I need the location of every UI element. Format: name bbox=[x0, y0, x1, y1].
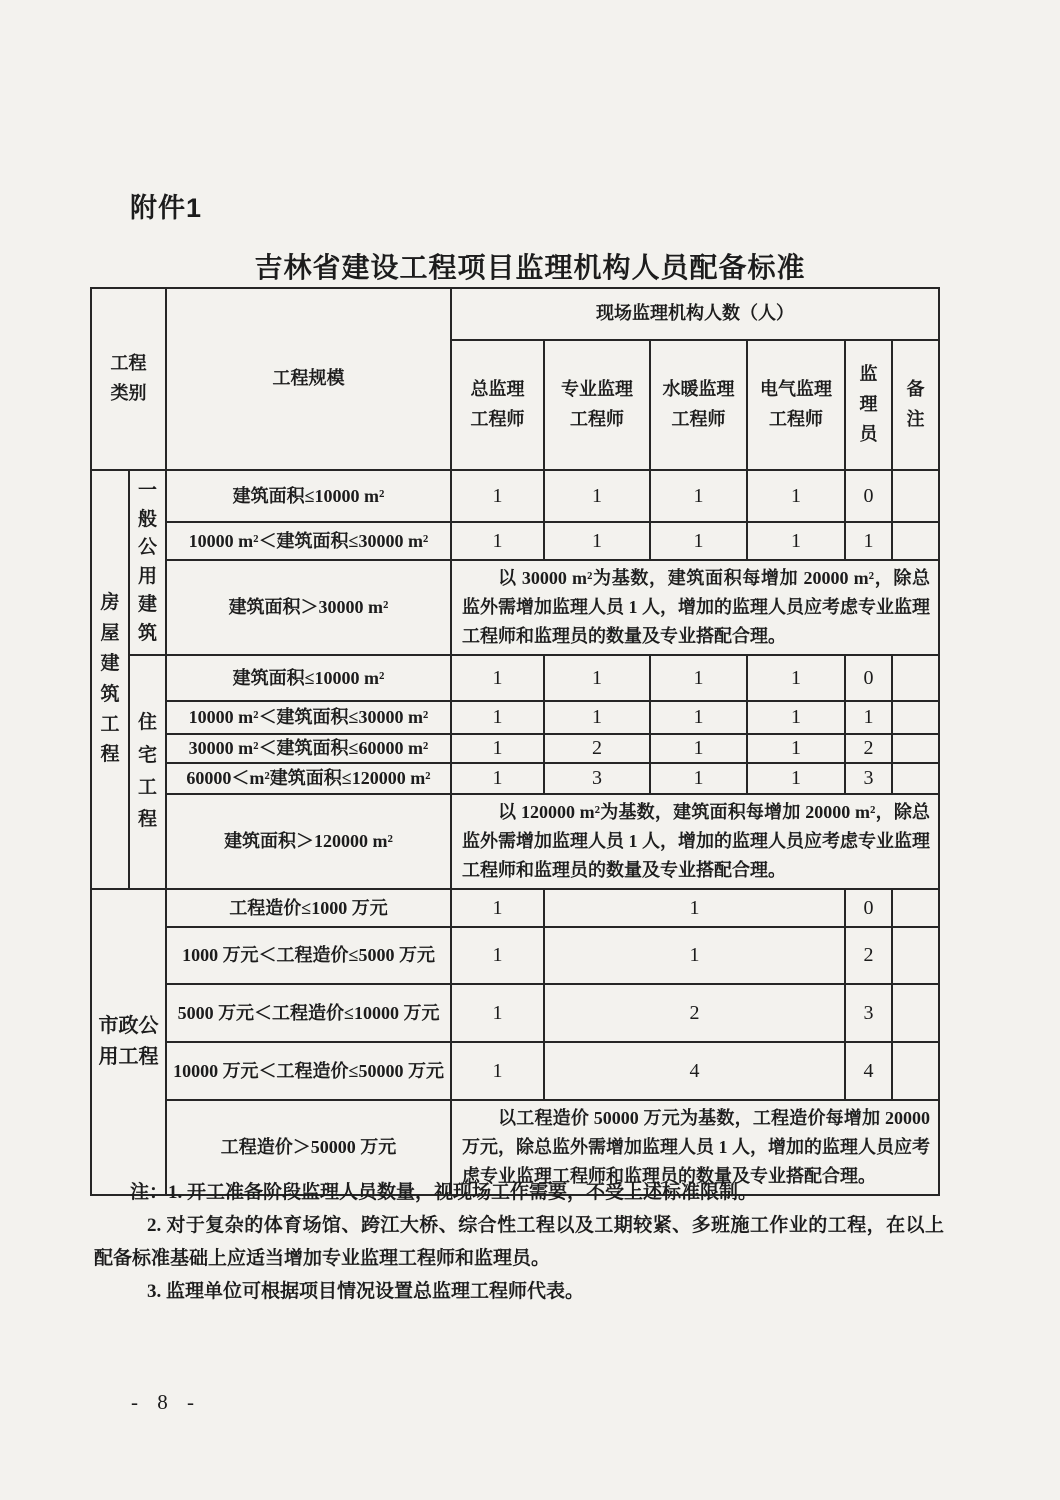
category-residential-label: 住宅工程 bbox=[137, 712, 157, 831]
remark-cell bbox=[892, 927, 939, 984]
header-category-label: 工程类别 bbox=[110, 353, 147, 403]
scale-cell: 30000 m²＜建筑面积≤60000 m² bbox=[166, 734, 451, 763]
value-cell: 1 bbox=[544, 701, 650, 734]
remark-cell bbox=[892, 984, 939, 1042]
scale-cell: 10000 m²＜建筑面积≤30000 m² bbox=[166, 701, 451, 734]
page-number: - 8 - bbox=[131, 1390, 201, 1414]
value-cell: 1 bbox=[747, 522, 845, 560]
value-cell: 1 bbox=[845, 522, 892, 560]
value-cell: 1 bbox=[650, 734, 747, 763]
header-supervisor-label: 监理员 bbox=[859, 364, 878, 444]
note-line-1: 注：1. 开工准备阶段监理人员数量，视现场工作需要，不受上述标准限制。 bbox=[130, 1182, 758, 1203]
value-cell-merged: 4 bbox=[544, 1042, 845, 1100]
value-cell-merged: 1 bbox=[544, 889, 845, 927]
scale-cell: 工程造价＞50000 万元 bbox=[166, 1100, 451, 1195]
value-cell: 3 bbox=[544, 763, 650, 794]
remark-cell bbox=[892, 763, 939, 794]
value-cell: 0 bbox=[845, 889, 892, 927]
value-cell: 2 bbox=[845, 927, 892, 984]
scale-cell: 60000＜m²建筑面积≤120000 m² bbox=[166, 763, 451, 794]
value-cell: 1 bbox=[451, 927, 544, 984]
header-remarks-label: 备注 bbox=[906, 379, 925, 429]
remark-cell bbox=[892, 1042, 939, 1100]
value-cell: 1 bbox=[451, 984, 544, 1042]
value-cell: 1 bbox=[451, 734, 544, 763]
header-professional-engineer-cell bbox=[544, 340, 650, 470]
scale-cell: 建筑面积≤10000 m² bbox=[166, 470, 451, 522]
value-cell: 2 bbox=[845, 734, 892, 763]
scale-cell: 建筑面积≤10000 m² bbox=[166, 655, 451, 701]
value-cell: 1 bbox=[451, 889, 544, 927]
header-personnel-group-cell: 现场监理机构人数（人） bbox=[451, 288, 939, 340]
value-cell: 0 bbox=[845, 655, 892, 701]
remark-cell bbox=[892, 734, 939, 763]
header-chief-engineer-cell bbox=[451, 340, 544, 470]
header-electrical-engineer-cell bbox=[747, 340, 845, 470]
scale-cell: 工程造价≤1000 万元 bbox=[166, 889, 451, 927]
value-cell: 1 bbox=[650, 655, 747, 701]
value-cell: 1 bbox=[747, 734, 845, 763]
header-category-cell bbox=[91, 288, 166, 470]
category-general-public-cell bbox=[129, 470, 166, 655]
note-line-2: 2. 对于复杂的体育场馆、跨江大桥、综合性工程以及工期较紧、多班施工作业的工程，在以上配备标准基础上应适当增加专业监理工程师和监理员。 bbox=[94, 1215, 944, 1269]
value-cell: 1 bbox=[747, 763, 845, 794]
value-cell: 1 bbox=[544, 470, 650, 522]
scale-cell: 建筑面积＞30000 m² bbox=[166, 560, 451, 655]
value-cell: 1 bbox=[650, 701, 747, 734]
value-cell: 2 bbox=[544, 734, 650, 763]
scale-cell: 10000 万元＜工程造价≤50000 万元 bbox=[166, 1042, 451, 1100]
remark-cell bbox=[892, 889, 939, 927]
value-cell: 3 bbox=[845, 984, 892, 1042]
value-cell: 1 bbox=[650, 522, 747, 560]
remark-cell bbox=[892, 655, 939, 701]
category-housing-label: 房屋建筑工程 bbox=[100, 592, 120, 766]
value-cell: 1 bbox=[845, 701, 892, 734]
category-housing-cell bbox=[91, 470, 129, 889]
value-cell: 3 bbox=[845, 763, 892, 794]
value-cell: 1 bbox=[544, 522, 650, 560]
header-scale-cell: 工程规模 bbox=[166, 288, 451, 470]
category-municipal-cell bbox=[91, 889, 166, 1195]
value-cell-merged: 2 bbox=[544, 984, 845, 1042]
attachment-label: 附件1 bbox=[130, 193, 203, 223]
header-supervisor-cell bbox=[845, 340, 892, 470]
value-cell: 1 bbox=[544, 655, 650, 701]
note-cell: 以 120000 m²为基数，建筑面积每增加 20000 m²，除总监外需增加监理人员 1 人，增加的监理人员应考虑专业监理工程师和监理员的数量及专业搭配合理。 bbox=[451, 794, 939, 889]
note-line-3: 3. 监理单位可根据项目情况设置总监理工程师代表。 bbox=[147, 1281, 585, 1302]
header-chief-engineer-label: 总监理工程师 bbox=[470, 379, 525, 429]
scale-cell: 10000 m²＜建筑面积≤30000 m² bbox=[166, 522, 451, 560]
value-cell: 1 bbox=[747, 701, 845, 734]
remark-cell bbox=[892, 701, 939, 734]
remark-cell bbox=[892, 522, 939, 560]
notes-section bbox=[94, 1176, 944, 1308]
standards-table bbox=[90, 287, 940, 1196]
page-title: 吉林省建设工程项目监理机构人员配备标准 bbox=[254, 252, 806, 283]
remark-cell bbox=[892, 470, 939, 522]
value-cell: 1 bbox=[451, 655, 544, 701]
value-cell: 4 bbox=[845, 1042, 892, 1100]
value-cell: 1 bbox=[650, 470, 747, 522]
header-plumbing-engineer-label: 水暖监理工程师 bbox=[662, 379, 735, 429]
header-professional-engineer-label: 专业监理工程师 bbox=[561, 379, 633, 429]
value-cell: 1 bbox=[451, 522, 544, 560]
scale-cell: 建筑面积＞120000 m² bbox=[166, 794, 451, 889]
note-cell: 以工程造价 50000 万元为基数，工程造价每增加 20000 万元，除总监外需增加监理人员 1 人，增加的监理人员应考虑专业监理工程师和监理员的数量及专业搭配合理。 bbox=[451, 1100, 939, 1195]
value-cell: 1 bbox=[747, 655, 845, 701]
header-plumbing-engineer-cell bbox=[650, 340, 747, 470]
value-cell: 1 bbox=[747, 470, 845, 522]
category-residential-cell bbox=[129, 655, 166, 889]
value-cell: 0 bbox=[845, 470, 892, 522]
scale-cell: 5000 万元＜工程造价≤10000 万元 bbox=[166, 984, 451, 1042]
value-cell: 1 bbox=[650, 763, 747, 794]
category-general-public-label: 一般公用建筑 bbox=[137, 480, 157, 644]
header-remarks-cell bbox=[892, 340, 939, 470]
note-cell: 以 30000 m²为基数，建筑面积每增加 20000 m²，除总监外需增加监理人员 1 人，增加的监理人员应考虑专业监理工程师和监理员的数量及专业搭配合理。 bbox=[451, 560, 939, 655]
category-municipal-label: 市政公用工程 bbox=[98, 1015, 159, 1068]
value-cell: 1 bbox=[451, 1042, 544, 1100]
value-cell: 1 bbox=[451, 470, 544, 522]
value-cell: 1 bbox=[451, 701, 544, 734]
value-cell: 1 bbox=[451, 763, 544, 794]
scale-cell: 1000 万元＜工程造价≤5000 万元 bbox=[166, 927, 451, 984]
value-cell-merged: 1 bbox=[544, 927, 845, 984]
header-electrical-engineer-label: 电气监理工程师 bbox=[760, 379, 832, 429]
